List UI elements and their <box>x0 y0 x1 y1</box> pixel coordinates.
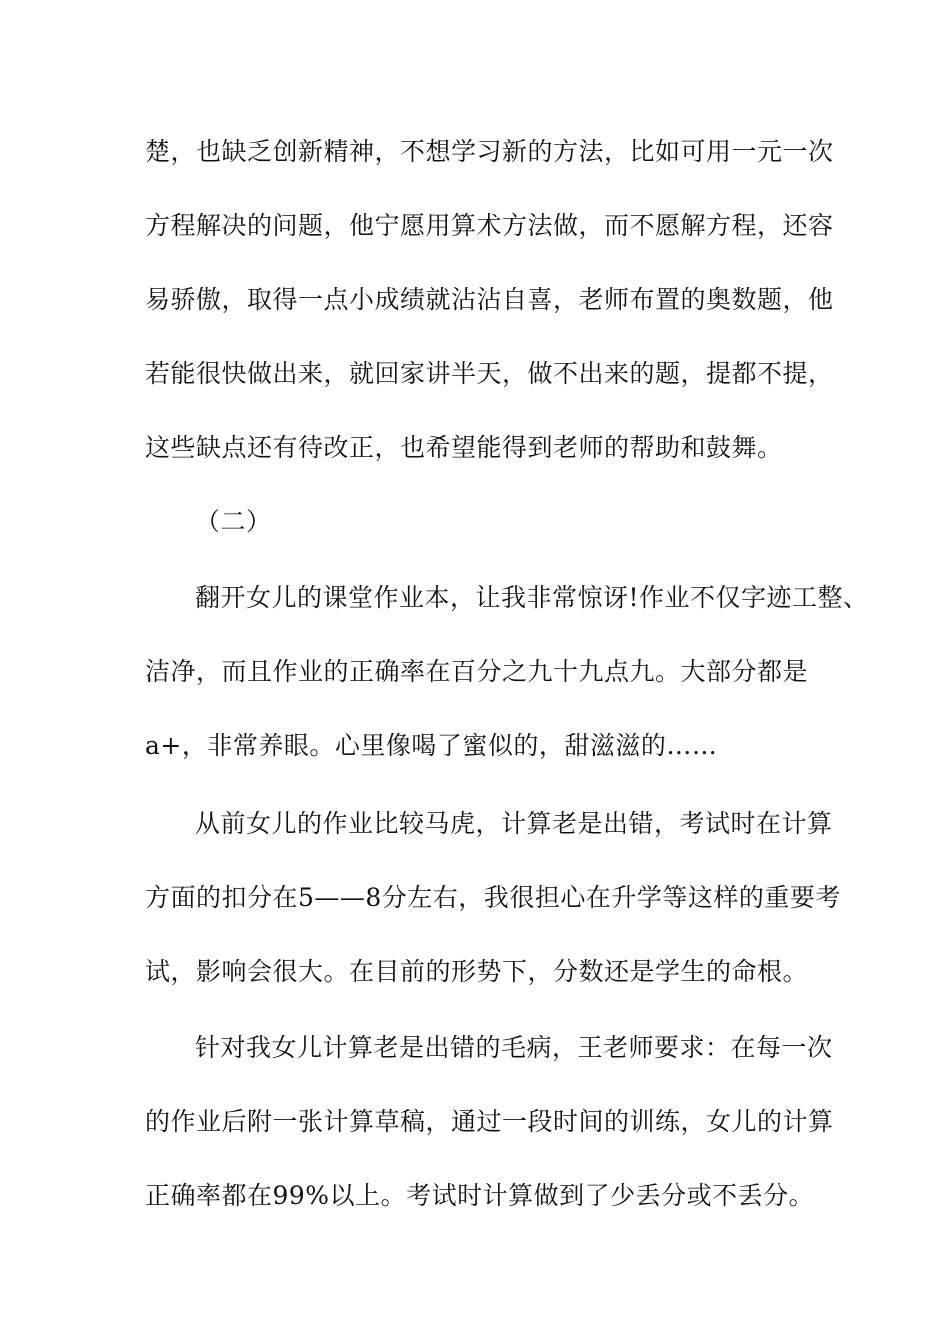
text-line: 从前女儿的作业比较马虎，计算老是出错，考试时在计算 <box>195 809 833 838</box>
text-line: 方程解决的问题，他宁愿用算术方法做，而不愿解方程，还容 <box>145 211 834 240</box>
text-line: 试，影响会很大。在目前的形势下，分数还是学生的命根。 <box>145 957 809 986</box>
text-line: 洁净，而且作业的正确率在百分之九十九点九。大部分都是 <box>145 657 809 686</box>
text-line: 楚，也缺乏创新精神，不想学习新的方法，比如可用一元一次 <box>145 137 834 166</box>
text-line: 针对我女儿计算老是出错的毛病，王老师要求：在每一次 <box>195 1033 833 1062</box>
section-heading: （二） <box>195 507 272 536</box>
text-line: 方面的扣分在5——8分左右，我很担心在升学等这样的重要考 <box>145 883 841 912</box>
text-line: 的作业后附一张计算草稿，通过一段时间的训练，女儿的计算 <box>145 1107 834 1136</box>
text-line: 正确率都在99%以上。考试时计算做到了少丢分或不丢分。 <box>145 1181 815 1210</box>
text-line: 若能很快做出来，就回家讲半天，做不出来的题，提都不提， <box>145 359 834 388</box>
text-line: 易骄傲，取得一点小成绩就沾沾自喜，老师布置的奥数题，他 <box>145 285 834 314</box>
text-line: 这些缺点还有待改正，也希望能得到老师的帮助和鼓舞。 <box>145 433 783 462</box>
text-line: a+，非常养眼。心里像喝了蜜似的，甜滋滋的…… <box>145 731 718 760</box>
text-line: 翻开女儿的课堂作业本，让我非常惊讶!作业不仅字迹工整、 <box>195 583 869 612</box>
